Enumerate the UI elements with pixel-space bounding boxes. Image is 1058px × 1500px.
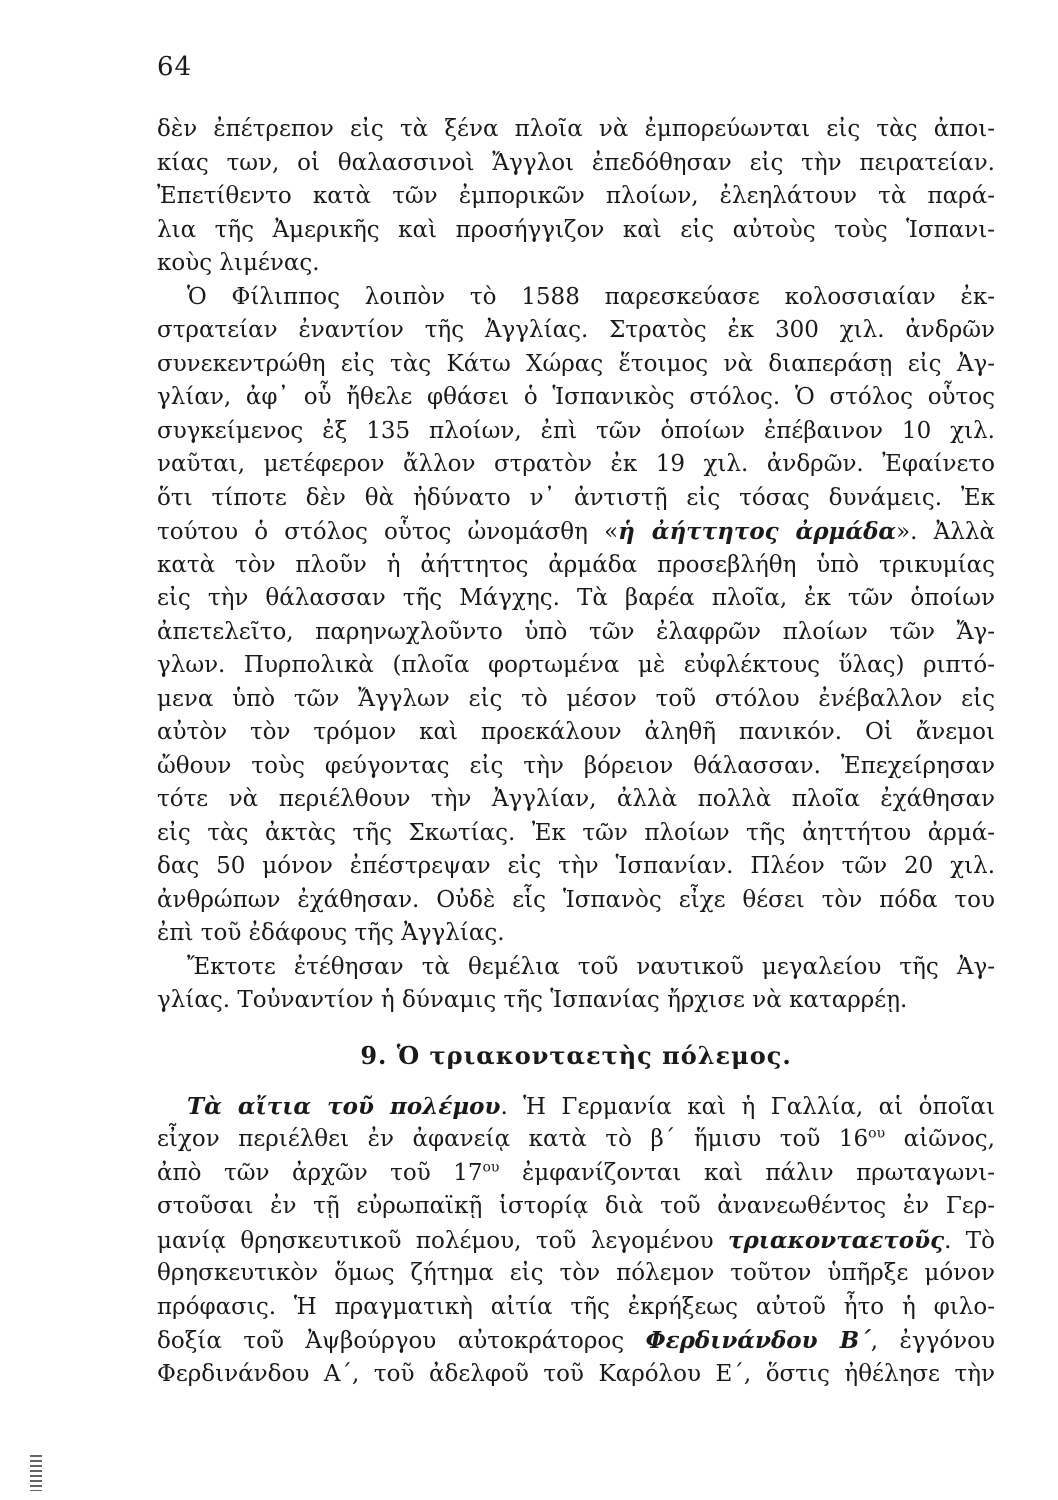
text-line: μενα ὑπὸ τῶν Ἄγγλων εἰς τὸ μέσον τοῦ στόλου ἐνέβαλλον εἰς — [157, 685, 995, 712]
text-line: λια τῆς Ἀμερικῆς καὶ προσήγγιζον καὶ εἰς αὐτοὺς τοὺς Ἱσπανι- — [157, 216, 995, 243]
emphasized-text: Φερδινάνδου Β΄ — [645, 1327, 871, 1354]
text-line: Ἔκτοτε ἐτέθησαν τὰ θεμέλια τοῦ ναυτικοῦ μεγαλείου τῆς Ἀγ- — [187, 953, 995, 980]
text-span: . Τὸ — [944, 1227, 995, 1254]
text-line: κατὰ τὸν πλοῦν ἡ ἀήττητος ἀρμάδα προσεβλήθη ὑπὸ τρικυμίας — [157, 551, 995, 578]
text-line: στρατείαν ἐναντίον τῆς Ἀγγλίας. Στρατὸς ἐκ 300 χιλ. ἀνδρῶν — [157, 317, 995, 343]
text-line: ὤθουν τοὺς φεύγοντας εἰς τὴν βόρειον θάλασσαν. Ἐπεχείρησαν — [157, 752, 995, 779]
superscript: ου — [482, 1158, 500, 1175]
text-span: τούτου ὁ στόλος οὗτος ὠνομάσθη « — [157, 519, 619, 545]
text-span: ἐμφανίζονται καὶ πάλιν πρωταγωνι- — [499, 1159, 996, 1186]
emphasized-text: τριακονταετοῦς — [728, 1226, 945, 1254]
text-line: κοὺς λιμένας. — [157, 250, 320, 276]
text-span: ἀπὸ τῶν ἀρχῶν τοῦ 17 — [157, 1159, 483, 1186]
text-line: Ἐπετίθεντο κατὰ τῶν ἐμπορικῶν πλοίων, ἐλεηλάτουν τὰ παρά- — [157, 183, 995, 209]
binding-mark — [30, 1455, 42, 1491]
text-line: ναῦται, μετέφερον ἄλλον στρατὸν ἐκ 19 χιλ. ἀνδρῶν. Ἐφαίνετο — [157, 451, 995, 477]
text-span: μανίᾳ θρησκευτικοῦ πολέμου, τοῦ λεγομένου — [157, 1227, 728, 1254]
text-span: ». Ἀλλὰ — [896, 519, 995, 545]
text-span: αἰῶνος, — [885, 1126, 995, 1152]
text-line — [157, 1157, 995, 1191]
text-line — [157, 1224, 995, 1258]
text-line: δὲν ἐπέτρεπον εἰς τὰ ξένα πλοῖα νὰ ἐμπορεύωνται εἰς τὰς ἀποι- — [157, 116, 995, 142]
text-line: πρόφασις. Ἡ πραγματικὴ αἰτία τῆς ἐκρήξεως αὐτοῦ ἦτο ἡ φιλο- — [157, 1293, 995, 1320]
text-line — [157, 1324, 995, 1358]
text-line: Φερδινάνδου Α΄, τοῦ ἀδελφοῦ τοῦ Καρόλου Ε΄, ὅστις ἠθέλησε τὴν — [157, 1360, 995, 1387]
page-number: 64 — [157, 52, 193, 82]
text-line: θρησκευτικὸν ὅμως ζήτημα εἰς τὸν πόλεμον τοῦτον ὑπῆρξε μόνον — [157, 1260, 995, 1286]
text-line: ἐπὶ τοῦ ἐδάφους τῆς Ἀγγλίας. — [157, 920, 505, 946]
text-line: στοῦσαι ἐν τῇ εὐρωπαϊκῇ ἱστορίᾳ διὰ τοῦ ἀνανεωθέντος ἐν Γερ- — [157, 1193, 995, 1219]
text-line: κίας των, οἱ θαλασσινοὶ Ἄγγλοι ἐπεδόθησαν εἰς τὴν πειρατείαν. — [157, 149, 995, 176]
text-line: ἀπετελεῖτο, παρηνωχλοῦντο ὑπὸ τῶν ἐλαφρῶν πλοίων τῶν Ἄγ- — [157, 618, 995, 645]
text-line — [157, 515, 995, 549]
text-line: ἀνθρώπων ἐχάθησαν. Οὐδὲ εἷς Ἱσπανὸς εἶχε θέσει τὸν πόδα του — [157, 886, 995, 913]
text-line — [157, 1123, 995, 1157]
superscript: ου — [868, 1125, 886, 1142]
text-line: εἰς τὴν θάλασσαν τῆς Μάγχης. Τὰ βαρέα πλοῖα, ἐκ τῶν ὁποίων — [157, 585, 995, 611]
text-span: , ἐγγόνου — [870, 1328, 995, 1354]
text-line: δας 50 μόνον ἐπέστρεψαν εἰς τὴν Ἱσπανίαν. Πλέον τῶν 20 χιλ. — [157, 853, 995, 879]
body-text — [157, 113, 995, 1391]
section-heading: 9. Ὁ τριακονταετὴς πόλεμος. — [360, 1040, 792, 1070]
emphasized-text: ἡ ἀήττητος ἀρμάδα — [618, 518, 897, 545]
text-span: . Ἡ Γερμανία καὶ ἡ Γαλλία, αἱ ὁποῖαι — [500, 1093, 995, 1120]
text-line — [157, 1090, 995, 1124]
emphasized-text: Τὰ αἴτια τοῦ πολέμου — [187, 1092, 501, 1120]
text-line: γλίας. Τοὐναντίον ἡ δύναμις τῆς Ἱσπανίας ἤρχισε νὰ καταρρέῃ. — [157, 987, 908, 1013]
text-line: γλίαν, ἀφ᾽ οὗ ἤθελε φθάσει ὁ Ἱσπανικὸς στόλος. Ὁ στόλος οὗτος — [157, 384, 995, 410]
text-line: αὐτὸν τὸν τρόμον καὶ προεκάλουν ἀληθῆ πανικόν. Οἱ ἄνεμοι — [157, 719, 995, 745]
text-line: Ὁ Φίλιππος λοιπὸν τὸ 1588 παρεσκεύασε κολοσσιαίαν ἐκ- — [187, 283, 995, 310]
text-line: συγκείμενος ἐξ 135 πλοίων, ἐπὶ τῶν ὁποίων ἐπέβαινον 10 χιλ. — [157, 417, 995, 444]
text-line: ὅτι τίποτε δὲν θὰ ἠδύνατο ν᾽ ἀντιστῇ εἰς τόσας δυνάμεις. Ἐκ — [157, 484, 995, 511]
text-span: δοξία τοῦ Ἀψβούργου αὐτοκράτορος — [157, 1328, 646, 1354]
text-line: γλων. Πυρπολικὰ (πλοῖα φορτωμένα μὲ εὐφλέκτους ὕλας) ριπτό- — [157, 652, 995, 678]
text-line: εἰς τὰς ἀκτὰς τῆς Σκωτίας. Ἐκ τῶν πλοίων τῆς ἀηττήτου ἀρμά- — [157, 819, 995, 846]
text-line: τότε νὰ περιέλθουν τὴν Ἀγγλίαν, ἀλλὰ πολλὰ πλοῖα ἐχάθησαν — [157, 786, 995, 812]
text-span: εἶχον περιέλθει ἐν ἀφανείᾳ κατὰ τὸ β΄ ἥμισυ τοῦ 16 — [157, 1126, 869, 1152]
text-line: συνεκεντρώθη εἰς τὰς Κάτω Χώρας ἕτοιμος νὰ διαπεράσῃ εἰς Ἀγ- — [157, 350, 995, 377]
